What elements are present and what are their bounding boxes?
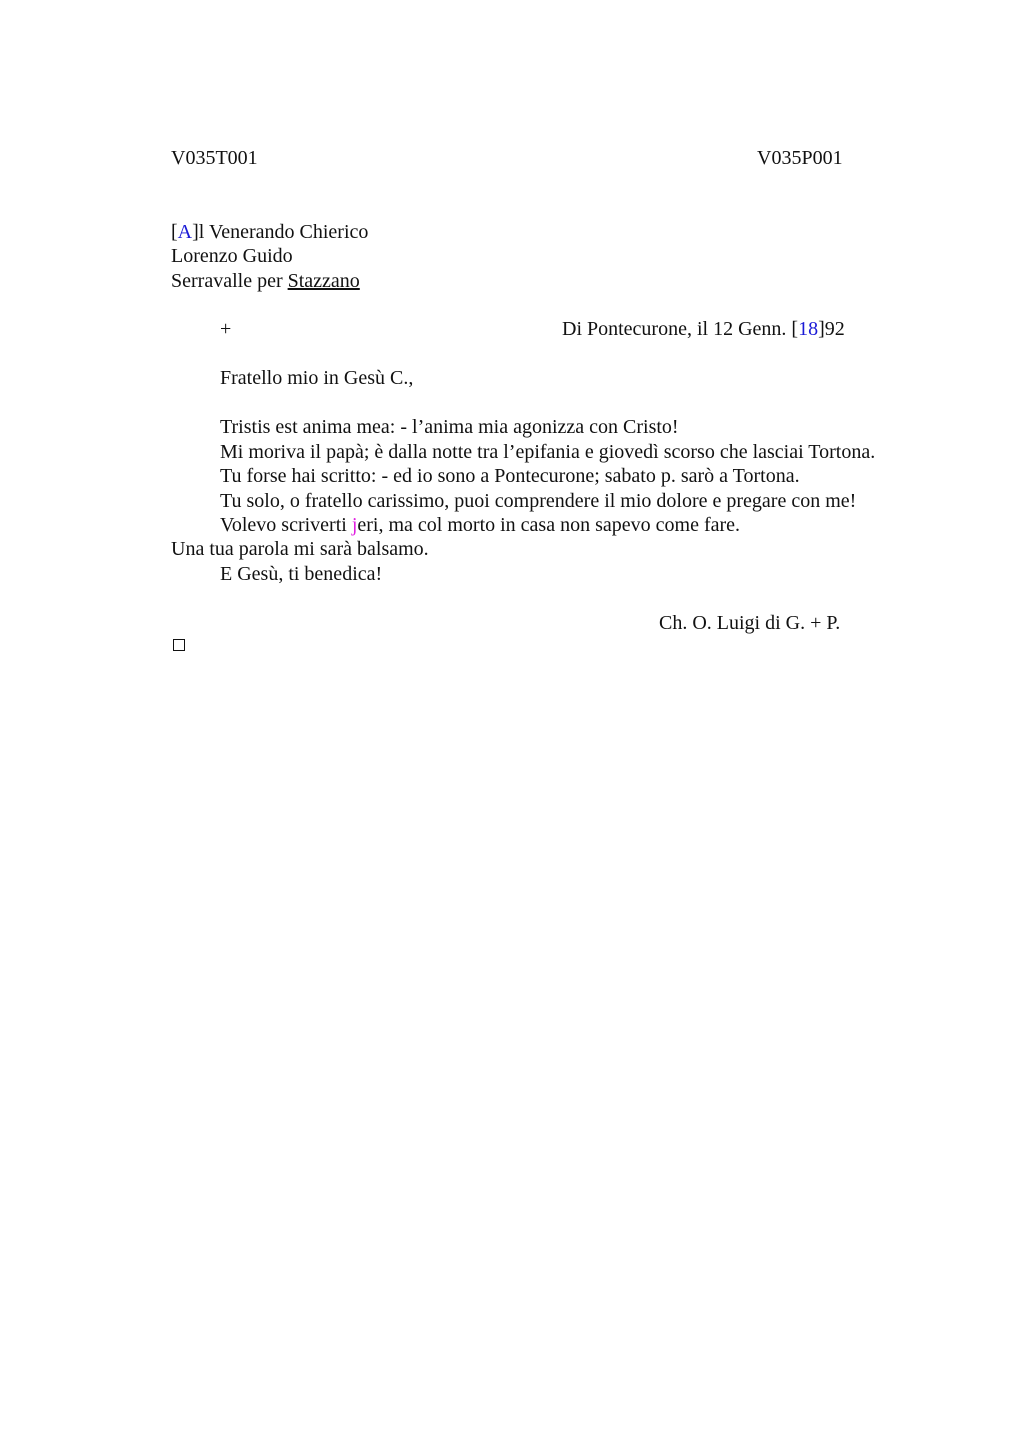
bracket-open: [ [171,221,178,243]
restored-year: 18 [798,318,819,340]
dateline [562,317,845,341]
document-code-right: V035P001 [757,147,843,169]
restored-letter: A [177,221,193,243]
signature: Ch. O. Luigi di G. + P. [659,612,841,634]
body-line: E Gesù, ti benedica! [220,563,383,585]
body-line: Una tua parola mi sarà balsamo. [171,538,429,560]
dateline-suffix: ]92 [818,318,845,340]
salutation: Fratello mio in Gesù C., [220,367,414,389]
address-line-place [171,269,360,293]
document-code-left: V035T001 [171,147,258,169]
end-of-document-box [173,639,185,651]
body-line [220,513,740,537]
recipient-title: l Venerando Chierico [198,221,369,243]
variant-letter: j [351,514,358,536]
bracket-close: ] [192,221,199,243]
cross-symbol: + [220,318,232,340]
body-line: Tu solo, o fratello carissimo, puoi comprendere il mio dolore e pregare con me! [220,490,857,512]
place-underlined: Stazzano [287,270,360,292]
body-line: Tristis est anima mea: - l’anima mia agonizza con Cristo! [220,416,679,438]
body-line: Mi moriva il papà; è dalla notte tra l’epifania e giovedì scorso che lasciai Tortona. [220,441,876,463]
place-prefix: Serravalle per [171,270,288,292]
body-line: Tu forse hai scritto: - ed io sono a Pontecurone; sabato p. sarò a Tortona. [220,465,800,487]
dateline-prefix: Di Pontecurone, il 12 Genn. [ [562,318,799,340]
address-line-name: Lorenzo Guido [171,245,293,267]
body-line-prefix: Volevo scriverti [220,514,352,536]
body-line-suffix: eri, ma col morto in casa non sapevo come fare. [357,514,741,536]
address-line-recipient [171,220,368,244]
